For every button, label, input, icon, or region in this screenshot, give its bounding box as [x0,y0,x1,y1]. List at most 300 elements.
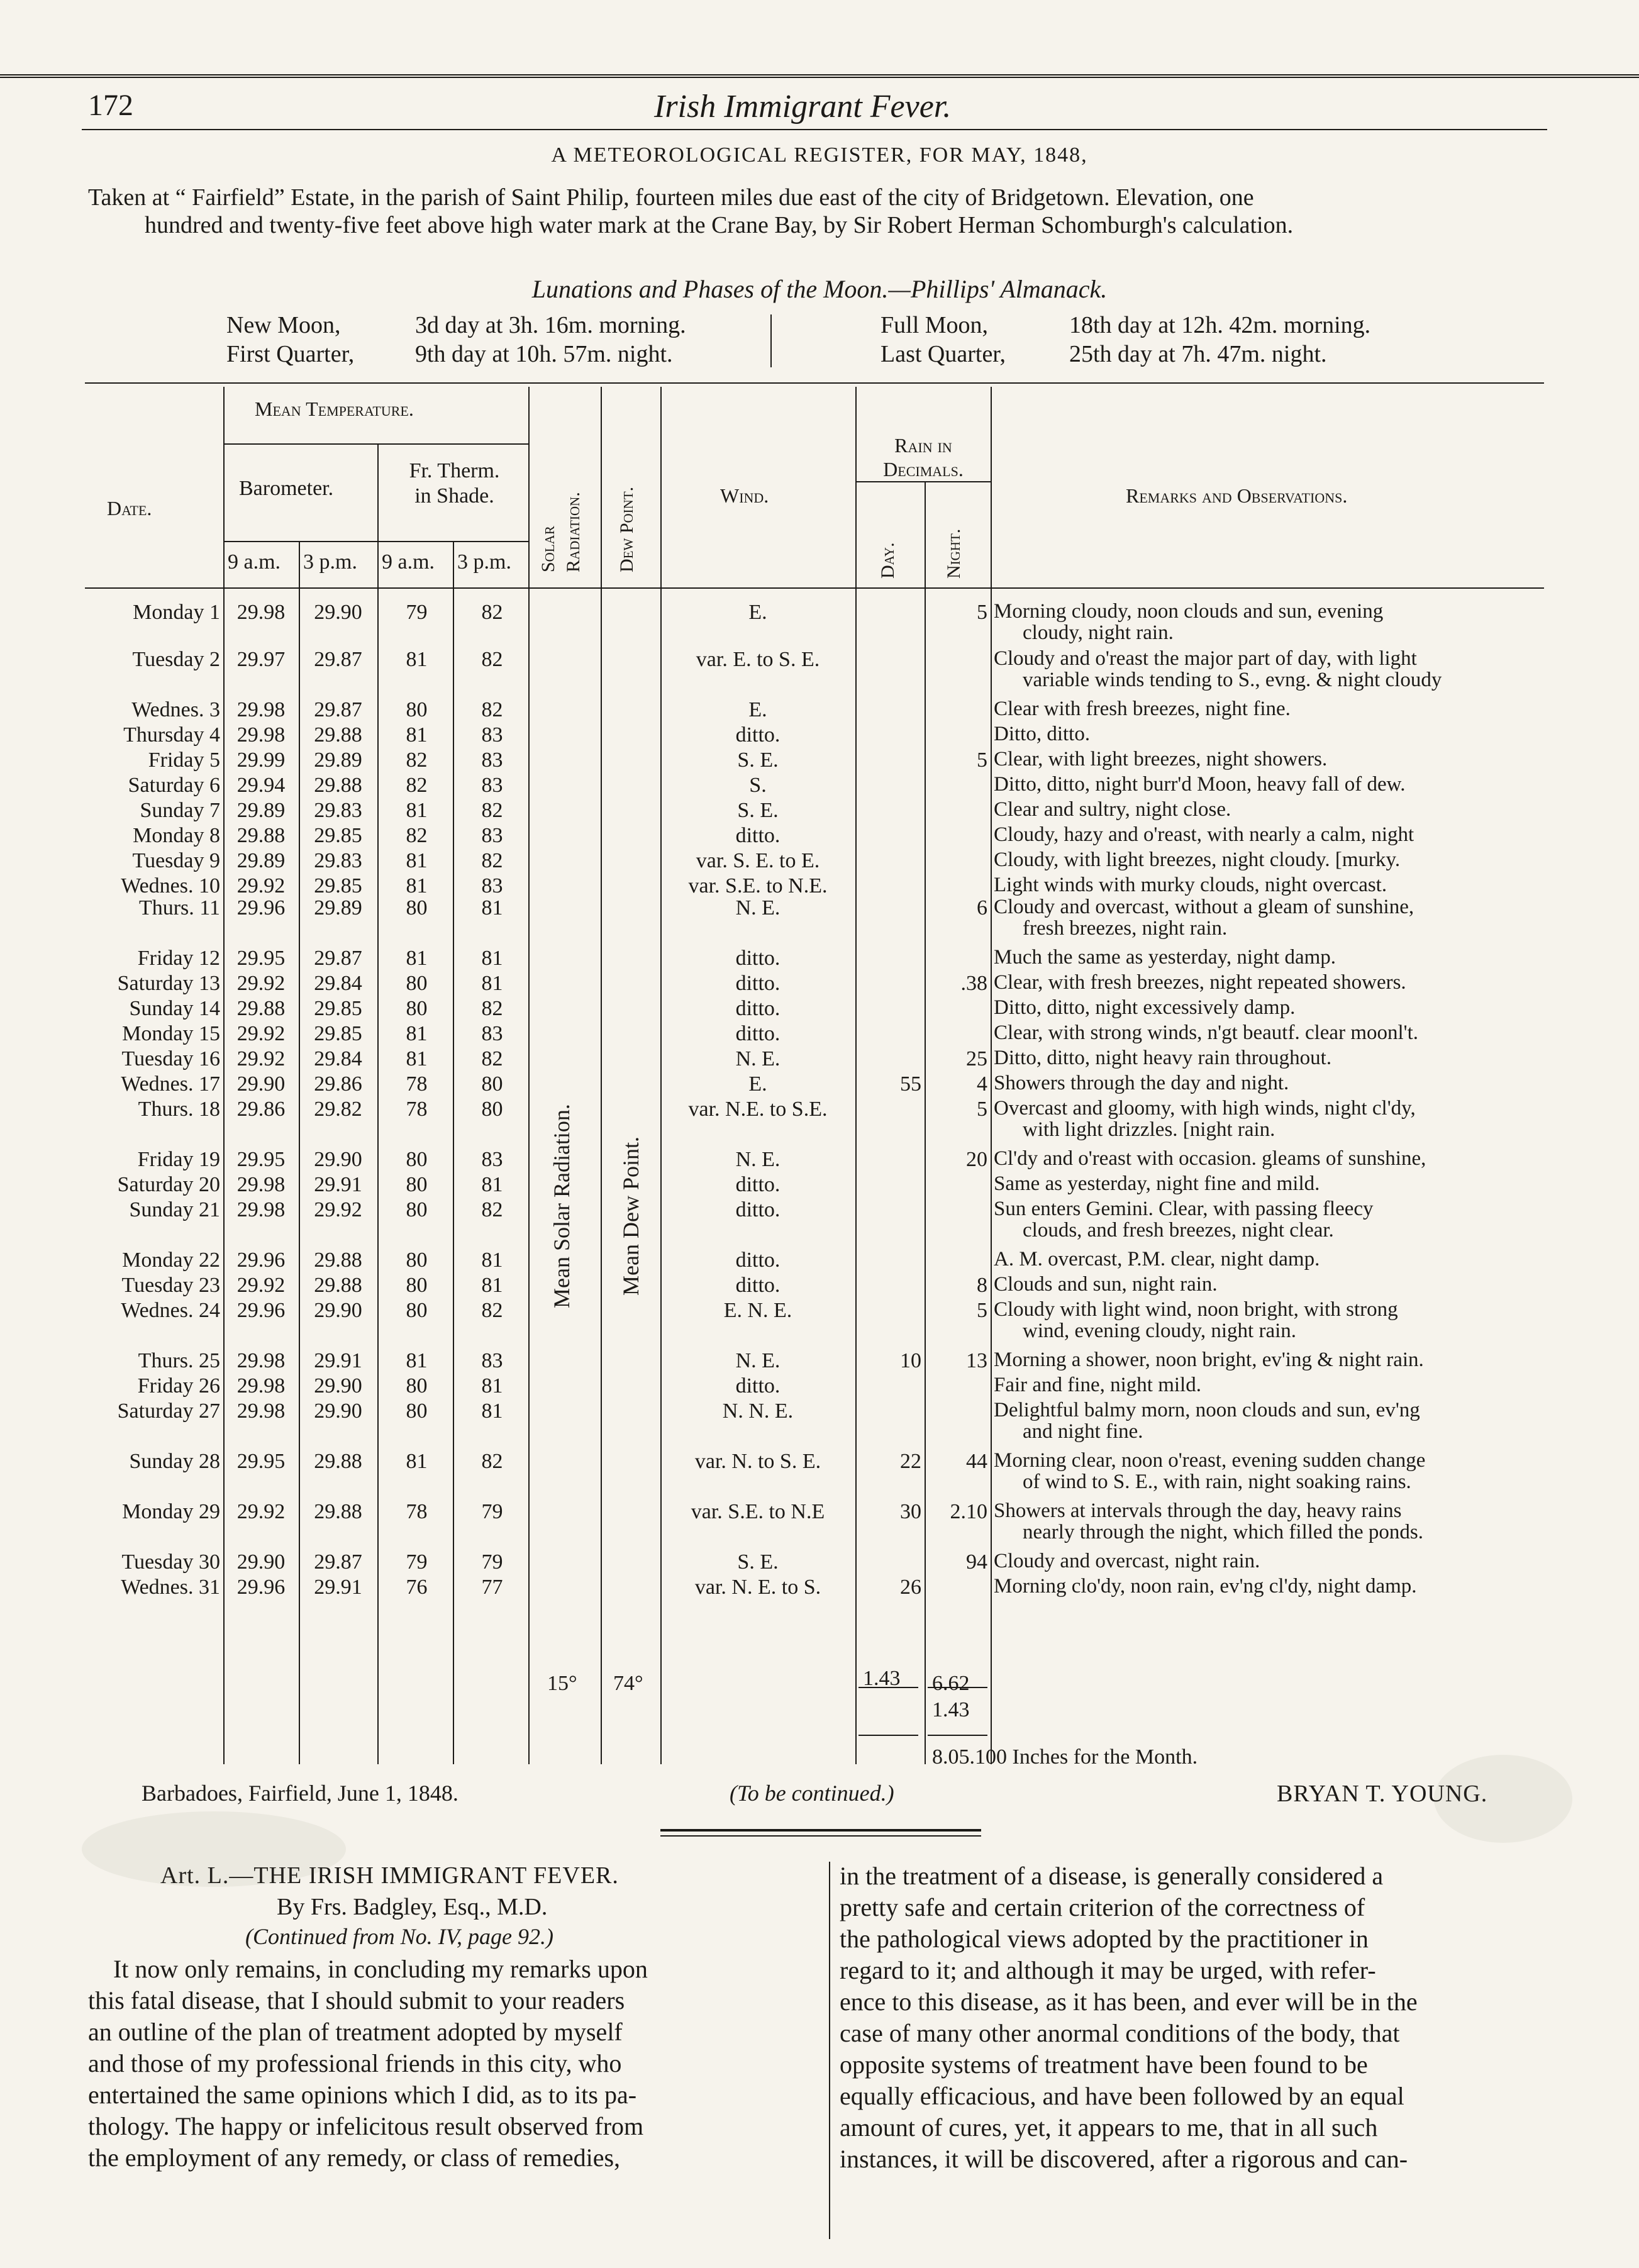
therm-3pm-cell: 81 [481,1399,503,1423]
article-right-column [840,1860,1553,2175]
article-right-line: case of many other anormal conditions of the body, that [840,2019,1400,2047]
article-left-line: and those of my professional friends in this city, who [88,2049,622,2077]
wind-cell: ditto. [735,1374,781,1398]
barometer-3pm-cell: 29.91 [314,1349,362,1372]
wind-cell: var. S. E. to E. [696,849,820,872]
therm-3pm-cell: 79 [481,1550,503,1574]
article-left-line: this fatal disease, that I should submit to your readers [88,1986,625,2015]
header-rain: Rain in [894,434,952,457]
rain-night-cell: 6 [977,896,987,920]
hour-rule [223,541,528,542]
rain-night-cell: 13 [966,1349,987,1372]
therm-9am-cell: 76 [406,1576,428,1599]
wind-cell: ditto. [735,997,781,1020]
barometer-9am-cell: 29.89 [236,799,286,822]
barometer-3pm-cell: 29.87 [314,698,362,721]
therm-3pm-cell: 81 [481,1248,503,1272]
remarks-line: Ditto, ditto, night burr'd Moon, heavy fall of dew. [994,773,1406,796]
wind-cell: var. N. E. to S. [694,1576,821,1599]
barometer-3pm-cell: 29.89 [314,896,362,920]
header-rain-night: Night. [943,528,964,579]
remarks-cell [994,1022,1572,1043]
remarks-cell [994,1299,1572,1342]
header-date: Date. [107,497,152,520]
intro-line-1: Taken at “ Fairfield” Estate, in the parish of Saint Philip, fourteen miles due east of the city of Bridgetown. Elevation, one [88,184,1254,211]
remarks-line: Cloudy, with light breezes, night cloudy. [murky. [994,848,1401,871]
therm-3pm-cell: 80 [481,1098,503,1121]
moon-phase-full-when: 18th day at 12h. 42m. morning. [1069,312,1371,338]
col-rule [601,387,602,1764]
article-right-line: pretty safe and certain criterion of the correctness of [840,1893,1365,1921]
barometer-9am-cell: 29.95 [236,1148,286,1171]
remarks-line: Ditto, ditto, night heavy rain throughout. [994,1047,1332,1069]
wind-cell: S. [749,774,767,797]
mean-temp-rule [223,443,528,445]
therm-3pm-cell: 81 [481,1274,503,1297]
barometer-9am-cell: 29.98 [236,698,286,721]
rain-night-cell: 94 [966,1550,987,1574]
date-cell: Wednes. 24 [121,1299,220,1322]
date-cell: Tuesday 9 [132,849,220,872]
date-cell: Sunday 14 [129,997,220,1020]
date-cell: Wednes. 10 [121,874,220,898]
remarks-cell [994,972,1572,993]
date-cell: Wednes. 31 [121,1576,220,1599]
moon-phase-full: Full Moon, [881,312,989,338]
remarks-line: Cloudy and overcast, without a gleam of sunshine, [994,896,1414,918]
rain-night-cell: 5 [977,748,987,772]
header-dew-point: Dew Point. [616,486,637,572]
header-rain-day: Day. [877,542,898,579]
remarks-line: Showers through the day and night. [994,1072,1289,1094]
paper-stain [1434,1755,1572,1843]
therm-9am-cell: 80 [406,972,428,995]
remarks-line: clouds, and fresh breezes, night clear. [1023,1219,1334,1242]
remarks-cell [994,648,1572,691]
barometer-3pm-cell: 29.90 [314,601,362,624]
therm-3pm-cell: 83 [481,1022,503,1045]
total-solar: 15° [547,1672,577,1695]
moon-phase-new [226,311,341,340]
remarks-line: Clear, with light breezes, night showers. [994,748,1328,770]
remarks-cell [994,799,1572,820]
remarks-line: Cloudy and overcast, night rain. [994,1550,1260,1572]
barometer-3pm-cell: 29.92 [314,1198,362,1221]
barometer-9am-cell: 29.92 [236,874,286,898]
remarks-cell [994,1148,1572,1169]
rain-night-cell: 5 [977,1098,987,1121]
remarks-line: fresh breezes, night rain. [1023,917,1228,940]
therm-9am-cell: 80 [406,698,428,721]
remarks-line: Cloudy and o'reast the major part of day, with light [994,647,1417,670]
article-right-line: opposite systems of treatment have been found to be [840,2050,1368,2079]
barometer-9am-cell: 29.88 [236,824,286,847]
barometer-9am-cell: 29.96 [236,1248,286,1272]
date-cell: Friday 19 [137,1148,220,1171]
remarks-line: A. M. overcast, P.M. clear, night damp. [994,1248,1320,1270]
barometer-3pm-cell: 29.85 [314,1022,362,1045]
wind-cell: ditto. [735,1274,781,1297]
remarks-cell [994,947,1572,968]
date-cell: Saturday 27 [117,1399,220,1423]
barometer-9am-cell: 29.92 [236,1274,286,1297]
therm-3pm-cell: 82 [481,1450,503,1473]
barometer-9am-cell: 29.96 [236,896,286,920]
therm-3pm-cell: 81 [481,972,503,995]
remarks-cell [994,748,1572,770]
barometer-9am-cell: 29.98 [236,1399,286,1423]
col-rule [660,387,662,1764]
therm-3pm-cell: 82 [481,648,503,671]
remarks-cell [994,1072,1572,1094]
article-left-line: an outline of the plan of treatment adopted by myself [88,2018,623,2046]
barometer-3pm-cell: 29.85 [314,997,362,1020]
barometer-3pm-cell: 29.85 [314,824,362,847]
remarks-cell [994,1576,1572,1597]
remarks-line: Clouds and sun, night rain. [994,1273,1218,1296]
rain-night-cell: 8 [977,1274,987,1297]
wind-cell: ditto. [735,1173,781,1196]
therm-9am-cell: 81 [406,1349,428,1372]
barometer-3pm-cell: 29.90 [314,1374,362,1398]
therm-3pm-cell: 82 [481,1299,503,1322]
remarks-line: Ditto, ditto. [994,723,1091,745]
barometer-9am-cell: 29.98 [236,1198,286,1221]
barometer-9am-cell: 29.96 [236,1299,286,1322]
therm-9am-cell: 80 [406,997,428,1020]
header-therm: Fr. Therm. [409,459,500,482]
col-rule [528,387,530,1764]
therm-3pm-cell: 83 [481,723,503,747]
header-therm-3pm: 3 p.m. [457,550,511,574]
barometer-9am-cell: 29.94 [236,774,286,797]
therm-9am-cell: 80 [406,1173,428,1196]
remarks-cell [994,723,1572,745]
wind-cell: S. E. [737,748,779,772]
remarks-line: Showers at intervals through the day, heavy rains [994,1499,1402,1522]
mean-solar-label: Mean Solar Radiation. [549,1104,574,1308]
remarks-cell [994,1198,1572,1241]
wind-cell: N. E. [735,1349,781,1372]
remarks-line: Clear with fresh breezes, night fine. [994,698,1291,720]
date-cell: Thurs. 18 [138,1098,220,1121]
date-cell: Sunday 7 [140,799,220,822]
date-cell: Monday 15 [122,1022,220,1045]
article-right-line: regard to it; and although it may be urged, with refer- [840,1956,1376,1984]
header-baro-9am: 9 a.m. [228,550,281,574]
barometer-9am-cell: 29.95 [236,947,286,970]
moon-phase-first-when: 9th day at 10h. 57m. night. [415,341,673,367]
wind-cell: ditto. [735,947,781,970]
article-left-line: entertained the same opinions which I did, as to its pa- [88,2081,637,2109]
barometer-9am-cell: 29.95 [236,1450,286,1473]
wind-cell: var. N. to S. E. [694,1450,821,1473]
remarks-cell [994,896,1572,939]
remarks-line: cloudy, night rain. [1023,621,1174,644]
article-separator [660,1829,981,1832]
date-cell: Tuesday 16 [121,1047,220,1070]
wind-cell: var. E. to S. E. [696,648,820,671]
therm-9am-cell: 81 [406,723,428,747]
total-rain-night: 6.62 [932,1672,970,1695]
header-solar: Solar [538,526,558,572]
article-left-line: thology. The happy or infelicitous result observed from [88,2112,644,2140]
date-cell: Wednes. 3 [131,698,220,721]
remarks-cell [994,997,1572,1018]
barometer-9am-cell: 29.98 [236,1349,286,1372]
barometer-3pm-cell: 29.86 [314,1072,362,1096]
rain-day-cell: 30 [900,1500,921,1523]
wind-cell: ditto. [735,1022,781,1045]
date-cell: Tuesday 30 [121,1550,220,1574]
remarks-line: Morning a shower, noon bright, ev'ing & night rain. [994,1348,1424,1371]
remarks-line: nearly through the night, which filled the ponds. [1023,1521,1423,1543]
therm-3pm-cell: 82 [481,1047,503,1070]
therm-9am-cell: 81 [406,1022,428,1045]
remarks-line: variable winds tending to S., evng. & night cloudy [1023,669,1442,691]
rain-day-cell: 26 [900,1576,921,1599]
barometer-9am-cell: 29.92 [236,1022,286,1045]
rain-night-cell: 4 [977,1072,987,1096]
therm-3pm-cell: 83 [481,1349,503,1372]
article-left-line: It now only remains, in concluding my remarks upon [113,1955,648,1983]
barometer-9am-cell: 29.89 [236,849,286,872]
therm-9am-cell: 81 [406,799,428,822]
date-cell: Sunday 28 [129,1450,220,1473]
footer-place-date: Barbadoes, Fairfield, June 1, 1848. [142,1781,458,1806]
remarks-line: Cloudy, hazy and o'reast, with nearly a calm, night [994,823,1414,846]
therm-3pm-cell: 82 [481,799,503,822]
remarks-line: Morning clo'dy, noon rain, ev'ng cl'dy, night damp. [994,1575,1417,1598]
barometer-3pm-cell: 29.88 [314,1450,362,1473]
col-rule [223,387,225,1764]
therm-9am-cell: 82 [406,824,428,847]
article-left-column [88,1954,821,2174]
barometer-9am-cell: 29.97 [236,648,286,671]
article-continued-from: (Continued from No. IV, page 92.) [245,1924,553,1949]
article-left-line: the employment of any remedy, or class of remedies, [88,2143,621,2172]
therm-9am-cell: 81 [406,648,428,671]
therm-3pm-cell: 83 [481,748,503,772]
paper-stain [82,1811,346,1887]
remarks-cell [994,774,1572,795]
therm-3pm-cell: 83 [481,774,503,797]
total-dew: 74° [613,1672,643,1695]
remarks-cell [994,1047,1572,1069]
barometer-3pm-cell: 29.90 [314,1148,362,1171]
sum-rule-night [928,1735,987,1736]
barometer-3pm-cell: 29.90 [314,1399,362,1423]
barometer-9am-cell: 29.92 [236,972,286,995]
table-header-rule [85,587,1544,589]
remarks-line: Clear, with fresh breezes, night repeated showers. [994,971,1406,994]
barometer-9am-cell: 29.86 [236,1098,286,1121]
barometer-9am-cell: 29.92 [236,1047,286,1070]
barometer-9am-cell: 29.88 [236,997,286,1020]
wind-cell: ditto. [735,824,781,847]
barometer-3pm-cell: 29.87 [314,947,362,970]
barometer-3pm-cell: 29.88 [314,723,362,747]
remarks-line: Ditto, ditto, night excessively damp. [994,996,1296,1019]
barometer-3pm-cell: 29.88 [314,1500,362,1523]
therm-9am-cell: 80 [406,1148,428,1171]
wind-cell: E. [748,698,767,721]
therm-3pm-cell: 80 [481,1072,503,1096]
moon-phase-label: New Moon, [226,312,341,338]
therm-9am-cell: 78 [406,1500,428,1523]
remarks-cell [994,1173,1572,1194]
barometer-3pm-cell: 29.87 [314,648,362,671]
rain-day-cell: 55 [900,1072,921,1096]
remarks-line: with light drizzles. [night rain. [1023,1118,1275,1141]
date-cell: Saturday 6 [128,774,220,797]
date-cell: Monday 29 [122,1500,220,1523]
header-mean-temperature: Mean Temperature. [255,397,414,420]
footer-continued: (To be continued.) [730,1781,894,1806]
moon-phase-last-when: 25th day at 7h. 47m. night. [1069,341,1327,367]
therm-9am-cell: 81 [406,1450,428,1473]
therm-9am-cell: 80 [406,1248,428,1272]
column-divider [829,1862,830,2239]
header-underline [82,129,1547,130]
date-cell: Thurs. 11 [138,896,220,920]
wind-cell: N. E. [735,896,781,920]
barometer-9am-cell: 29.96 [236,1576,286,1599]
article-byline: By Frs. Badgley, Esq., M.D. [277,1894,548,1920]
rain-night-cell: 2.10 [950,1500,987,1523]
header-solar-radiation: Radiation. [563,492,584,572]
barometer-9am-cell: 29.99 [236,748,286,772]
date-cell: Monday 1 [133,601,220,624]
therm-3pm-cell: 81 [481,947,503,970]
therm-3pm-cell: 83 [481,1148,503,1171]
header-wind: Wind. [720,484,769,507]
col-rule [991,387,992,1764]
month-total: 8.05.100 Inches for the Month. [932,1745,1198,1769]
remarks-line: Morning clear, noon o'reast, evening sudden change [994,1449,1426,1472]
date-cell: Tuesday 2 [132,648,220,671]
remarks-line: and night fine. [1023,1420,1143,1443]
header-barometer: Barometer. [239,477,334,500]
page-number: 172 [88,89,133,122]
moon-phase-first: First Quarter, [226,341,355,367]
barometer-9am-cell: 29.90 [236,1072,286,1096]
wind-cell: E. [748,1072,767,1096]
remarks-line: of wind to S. E., with rain, night soaking rains. [1023,1470,1411,1493]
therm-3pm-cell: 82 [481,849,503,872]
remarks-cell [994,849,1572,870]
rain-night-cell: 44 [966,1450,987,1473]
remarks-cell [994,1098,1572,1140]
remarks-cell [994,1500,1572,1543]
remarks-line: Cl'dy and o'reast with occasion. gleams of sunshine, [994,1147,1426,1170]
remarks-cell [994,1550,1572,1572]
wind-cell: S. E. [737,799,779,822]
rain-night-cell: 25 [966,1047,987,1070]
wind-cell: N. E. [735,1047,781,1070]
remarks-cell [994,601,1572,643]
wind-cell: var. S.E. to N.E [691,1500,825,1523]
total-rain-day: 1.43 [863,1667,901,1690]
remarks-line: Overcast and gloomy, with high winds, night cl'dy, [994,1097,1416,1120]
therm-9am-cell: 80 [406,1198,428,1221]
rain-night-cell: 5 [977,601,987,624]
lunations-title: Lunations and Phases of the Moon.—Phillips' Almanack. [531,275,1108,303]
barometer-3pm-cell: 29.84 [314,1047,362,1070]
article-right-line: in the treatment of a disease, is generally considered a [840,1862,1384,1890]
wind-cell: var. S.E. to N.E. [688,874,828,898]
therm-9am-cell: 81 [406,849,428,872]
date-cell: Friday 5 [148,748,220,772]
col-rule [855,387,857,1764]
remarks-cell [994,1274,1572,1295]
barometer-3pm-cell: 29.83 [314,849,362,872]
barometer-3pm-cell: 29.88 [314,774,362,797]
barometer-3pm-cell: 29.88 [314,1274,362,1297]
header-therm-shade: in Shade. [414,484,494,508]
sum-rule-day [858,1735,918,1736]
barometer-9am-cell: 29.98 [236,601,286,624]
wind-cell: S. E. [737,1550,779,1574]
remarks-line: Cloudy with light wind, noon bright, with strong [994,1298,1398,1321]
intro-line-2: hundred and twenty-five feet above high water mark at the Crane Bay, by Sir Robert Herman Schomburgh's calculation. [145,212,1294,238]
therm-9am-cell: 80 [406,1374,428,1398]
col-rule [299,541,300,1764]
remarks-line: Clear, with strong winds, n'gt beautf. clear moonl't. [994,1021,1419,1044]
barometer-9am-cell: 29.98 [236,1374,286,1398]
remarks-line: Morning cloudy, noon clouds and sun, evening [994,600,1384,623]
date-cell: Saturday 13 [117,972,220,995]
col-rule [453,541,454,1764]
therm-3pm-cell: 81 [481,1173,503,1196]
article-right-line: equally efficacious, and have been followed by an equal [840,2082,1404,2110]
wind-cell: ditto. [735,1248,781,1272]
running-title: Irish Immigrant Fever. [654,89,952,125]
date-cell: Thurs. 25 [138,1349,220,1372]
wind-cell: E. N. E. [723,1299,792,1322]
therm-3pm-cell: 82 [481,698,503,721]
barometer-3pm-cell: 29.87 [314,1550,362,1574]
date-cell: Friday 12 [137,947,220,970]
date-cell: Monday 22 [122,1248,220,1272]
article-right-line: ence to this disease, as it has been, and ever will be in the [840,1987,1418,2016]
moon-divider [770,314,772,367]
therm-3pm-cell: 77 [481,1576,503,1599]
therm-9am-cell: 79 [406,1550,428,1574]
therm-9am-cell: 80 [406,896,428,920]
barometer-3pm-cell: 29.83 [314,799,362,822]
barometer-3pm-cell: 29.84 [314,972,362,995]
therm-9am-cell: 78 [406,1098,428,1121]
remarks-cell [994,698,1572,720]
remarks-cell [994,1349,1572,1370]
header-baro-3pm: 3 p.m. [303,550,357,574]
register-intro [88,184,1528,239]
therm-9am-cell: 81 [406,874,428,898]
article-right-line: instances, it will be discovered, after a rigorous and can- [840,2145,1408,2173]
therm-3pm-cell: 82 [481,997,503,1020]
therm-3pm-cell: 81 [481,1374,503,1398]
header-rain-decimals: Decimals. [883,458,964,481]
barometer-3pm-cell: 29.82 [314,1098,362,1121]
header-remarks: Remarks and Observations. [1126,484,1348,507]
date-cell: Saturday 20 [117,1173,220,1196]
wind-cell: N. E. [735,1148,781,1171]
therm-9am-cell: 80 [406,1399,428,1423]
rain-rule [855,481,991,482]
wind-cell: var. N.E. to S.E. [688,1098,828,1121]
barometer-9am-cell: 29.98 [236,1173,286,1196]
